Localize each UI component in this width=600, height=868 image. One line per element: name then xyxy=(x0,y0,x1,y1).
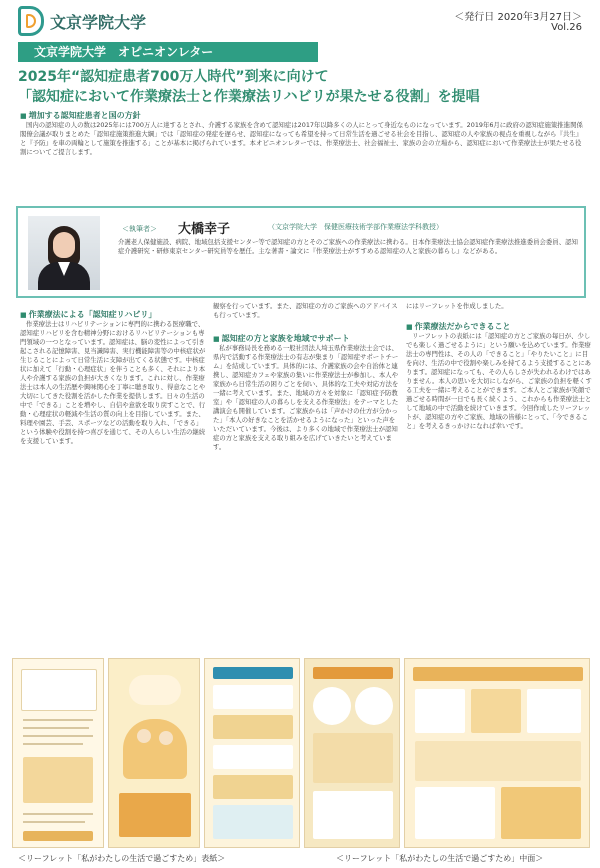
intro-heading: ■ 増加する認知症患者と国の方針 xyxy=(20,110,141,121)
author-bio: 介護老人保健施設、病院、地域包括支援センター等で認知症の方とそのご家族への作業療法に携わる。日本作業療法士協会認知症作業療法推進委員会委員、認知症介護研究・研修東京センター研究員等を歴任。主な著書・論文に『作業療法士がすすめる認知症の人と家族の暮らし』などがある。 xyxy=(118,238,578,255)
leaflet-page-inner-1 xyxy=(204,658,300,848)
author-profile-box xyxy=(16,206,586,298)
column1-heading: ■ 作業療法による「認知症リハビリ」 xyxy=(20,309,156,320)
author-name: 大橋幸子 xyxy=(178,222,231,237)
volume-number: Vol.26 xyxy=(551,22,582,33)
leaflet-caption-left: ＜リーフレット「私がわたしの生活で過ごすため」表紙＞ xyxy=(18,854,226,863)
author-photo xyxy=(28,216,100,290)
column2-heading: ■ 認知症の方と家族を地域でサポート xyxy=(213,333,350,344)
headline-line-1: 2025年“認知症患者700万人時代”到来に向けて xyxy=(18,69,329,85)
author-label: ＜執筆者＞ xyxy=(122,225,157,233)
university-logo-icon xyxy=(18,6,44,36)
column3-text: リーフレットの表紙には「認知症の方とご家族の毎日が、少しでも楽しく過ごせるように」という願いを込めています。作業療法士の専門性は、その人の「できること」「やりたいこと」に目を向け、生活の中で役割や楽しみを持てるよう支援することにあります。認知症になっても、その人らしさが失われるわけではありません。本人の思いを大切にしながら、ご家族の負担を軽くする工夫を一緒に考えることができます。ご本人とご家族が笑顔で過ごせる時間が一日でも長く続くよう、これからも作業療法士として地域の中で活動を続けていきます。今回作成したリーフレットが、認知症の方やご家族、地域の皆様にとって、「今できること」を考えるきっかけになれば幸いです。 xyxy=(406,332,592,430)
column1-text: 作業療法士はリハビリテーションに専門的に携わる医療職で、認知症リハビリを含む精神分野におけるリハビリテーションも専門領域の一つとなっています。認知症は、脳の変性によって引き起こされる記憶障害、見当識障害、実行機能障害等の中核症状が生じることによって日常生活に支障が出てくる状態です。中核症状に加えて「行動・心理症状」を伴うことも多く、それにより本人や介護する家族の負担が大きくなります。これに対し、作業療法士は本人の生活歴や興味関心を丁寧に聴き取り、得意なことや大切にしてきた役割を活かした作業を提供します。日々の生活の中で「できる」ことを増やし、自信や意欲を取り戻すことで、行動・心理症状の軽減や生活の質の向上を目指しています。また、料理や園芸、手芸、スポーツなどの活動を取り入れ、「できる」という体験や役割を持つ喜びを通じて、その人らしい生活の継続を支援しています。 xyxy=(20,320,206,445)
leaflet-page-cover xyxy=(108,658,200,848)
headline-line-2: 「認知症において作業療法士と作業療法リハビリが果たせる役割」を提唱 xyxy=(18,89,480,105)
intro-text: 国内の認知症の人の数は2025年には700万人に達するとされ、介護する家族を含めて認知症は2017年以降多くの人にとって身近なものになっています。2019年6月に政府の認知症施策推進関係閣僚会議が取りまとめた「認知症施策推進大綱」では「認知症の発症を遅らせ、認知症になっても希望を持って日常生活を過ごせる社会を目指し、認知症の人や家族の視点を重視しながら『共生』と『予防』を車の両輪として施策を推進する」ことが基本に掲げられています。本オピニオンレターでは、作業療法士、社会福祉士、家族の会の立場から、認知症において作業療法士が果たせる役割についてご提言します。 xyxy=(20,121,583,156)
column3-lead-text: にはリーフレットを作成しました。 xyxy=(406,302,508,310)
leaflet-caption-right: ＜リーフレット「私がわたしの生活で過ごすため」中面＞ xyxy=(336,854,544,863)
column3-heading: ■ 作業療法だからできること xyxy=(406,321,511,332)
column2-text: 私が事務局長を務める一般社団法人埼玉県作業療法士会では、県内で活動する作業療法士の有志が集まり「認知症サポートチーム」を結成しています。具体的には、介護家族の会や自治体と連携し、認知症カフェや家族の集いに作業療法士が参加し、本人や家族から日常生活の困りごとを伺い、具体的な工夫や対応方法を一緒に考えています。また、地域の方々を対象に「認知症予防教室」や「認知症の人の暮らしを支える作業療法」をテーマとした講演会も開催しています。ご家族からは「声かけの仕方が分かった」「本人の好きなことを活かせるようになった」といった声をいただいています。今後は、より多くの地域で作業療法士が認知症の方と家族を支える取り組みを広げていきたいと考えています。 xyxy=(213,344,399,451)
leaflet-page-inner-2 xyxy=(304,658,400,848)
leaflet-images xyxy=(12,658,590,848)
leaflet-page-inner-spread xyxy=(404,658,590,848)
series-title-bar: 文京学院大学 オピニオンレター xyxy=(18,42,318,62)
issue-date: ＜発行日 2020年3月27日＞ xyxy=(454,12,582,23)
author-affiliation: （文京学院大学 保健医療技術学部作業療法学科教授） xyxy=(268,223,443,231)
university-name: 文京学院大学 xyxy=(50,13,147,32)
column2-lead-text: 観察を行っています。また、認知症の方のご家族へのアドバイスも行っています。 xyxy=(213,302,398,319)
leaflet-page-back xyxy=(12,658,104,848)
